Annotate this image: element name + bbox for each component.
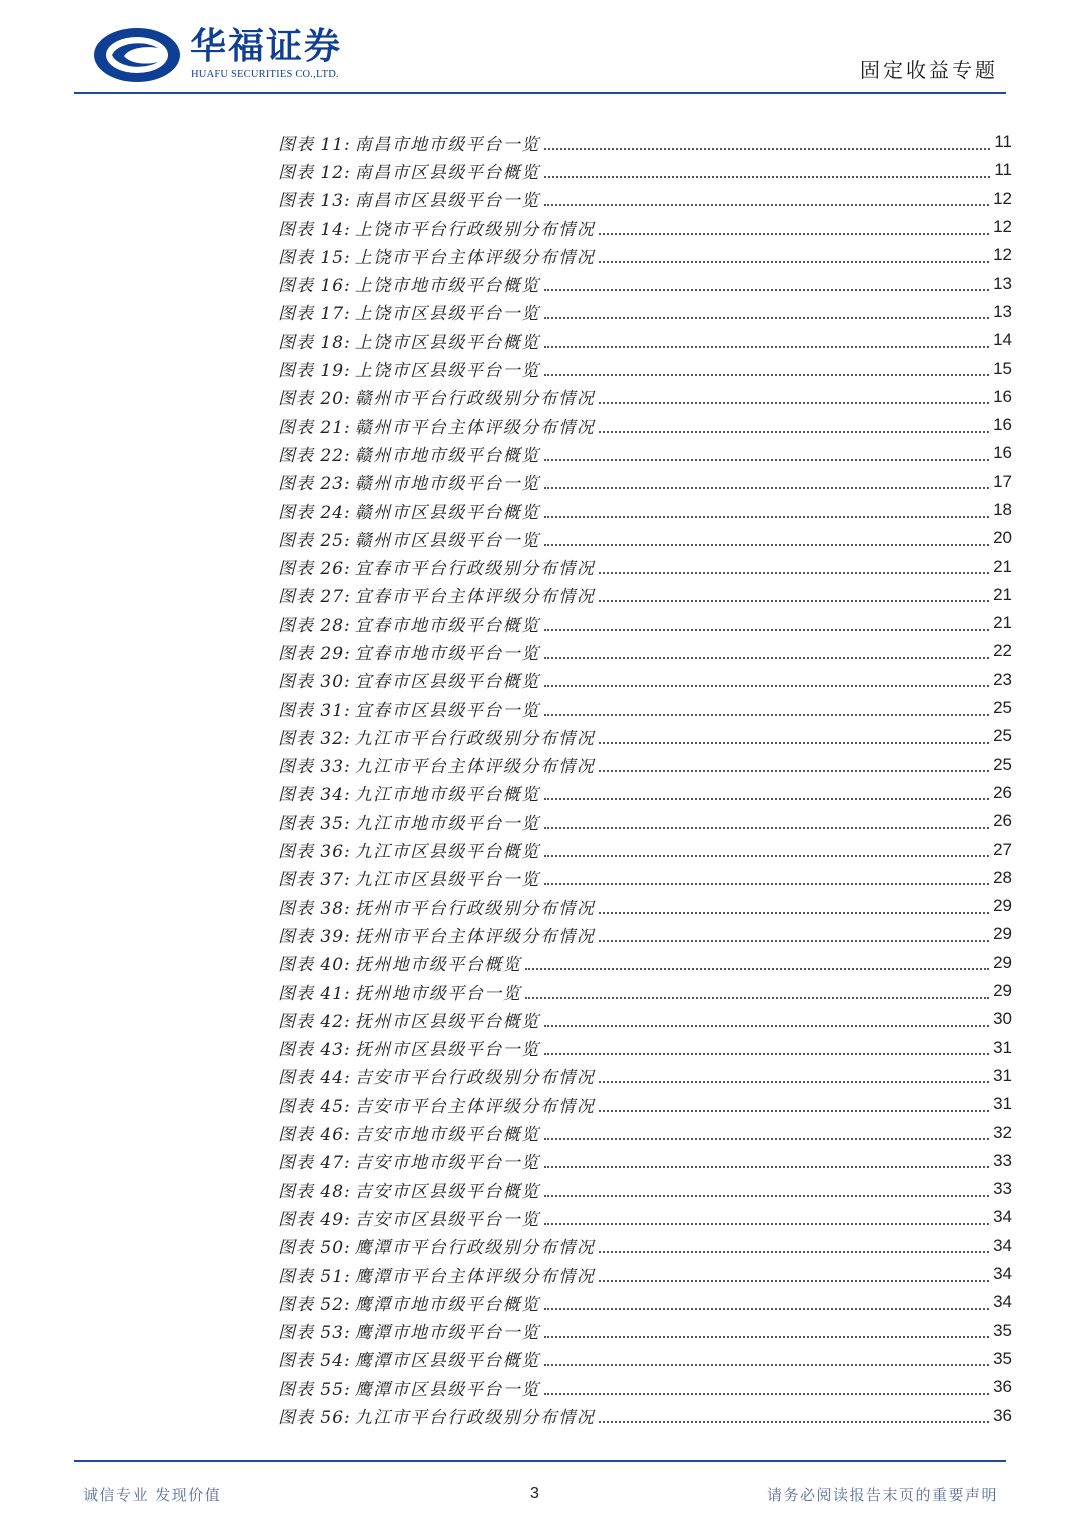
toc-entry-label: 图表 47: — [278, 1153, 351, 1174]
toc-dot-leader — [544, 515, 989, 518]
toc-dot-leader — [599, 1250, 989, 1253]
toc-entry[interactable] — [278, 411, 1012, 439]
toc-entry[interactable] — [278, 269, 1012, 297]
toc-dot-leader — [544, 458, 989, 461]
toc-entry[interactable] — [278, 1175, 1012, 1203]
toc-entry[interactable] — [278, 864, 1012, 892]
toc-dot-leader — [544, 1194, 989, 1197]
toc-entry-page: 36 — [993, 1405, 1012, 1425]
toc-entry-title: 九江市地市级平台一览 — [354, 813, 540, 834]
toc-entry[interactable] — [278, 1062, 1012, 1090]
toc-dot-leader — [599, 430, 989, 433]
toc-entry-page: 34 — [993, 1235, 1012, 1255]
toc-dot-leader — [599, 769, 989, 772]
toc-entry[interactable] — [278, 1034, 1012, 1062]
toc-entry[interactable] — [278, 128, 1012, 156]
toc-entry[interactable] — [278, 835, 1012, 863]
toc-dot-leader — [544, 1307, 989, 1310]
toc-entry-label: 图表 29: — [278, 643, 351, 664]
toc-entry-label: 图表 22: — [278, 445, 351, 466]
footer-slogan: 诚信专业 发现价值 — [83, 1486, 222, 1504]
toc-entry-page: 18 — [993, 500, 1012, 519]
toc-entry-title: 宜春市区县级平台概览 — [354, 672, 540, 693]
toc-dot-leader — [544, 345, 989, 348]
toc-entry-page: 25 — [993, 698, 1012, 718]
toc-entry-title: 赣州市区县级平台概览 — [354, 502, 540, 523]
toc-dot-leader — [544, 316, 989, 319]
toc-entry[interactable] — [278, 156, 1012, 184]
toc-entry[interactable] — [278, 1316, 1012, 1344]
toc-entry-title: 上饶市区县级平台概览 — [354, 332, 540, 353]
toc-entry-label: 图表 26: — [278, 559, 351, 580]
toc-entry-page: 23 — [993, 669, 1012, 689]
toc-entry[interactable] — [278, 1118, 1012, 1146]
toc-entry[interactable] — [278, 1373, 1012, 1401]
toc-entry-title: 吉安市平台主体评级分布情况 — [354, 1096, 596, 1117]
toc-entry[interactable] — [278, 1005, 1012, 1033]
toc-entry-label: 图表 31: — [278, 700, 351, 721]
toc-entry-label: 图表 27: — [278, 587, 351, 608]
toc-entry-label: 图表 45: — [278, 1096, 351, 1117]
toc-entry-title: 九江市区县级平台概览 — [354, 842, 540, 863]
toc-entry-page: 35 — [993, 1348, 1012, 1368]
header-divider — [74, 92, 1006, 94]
toc-entry-title: 鹰潭市区县级平台概览 — [354, 1351, 540, 1372]
huafu-logo-mark-icon — [92, 26, 182, 84]
toc-dot-leader — [599, 1109, 989, 1112]
toc-entry-page: 12 — [993, 217, 1012, 237]
toc-entry-title: 吉安市区县级平台概览 — [354, 1181, 540, 1202]
toc-entry-title: 宜春市区县级平台一览 — [354, 700, 540, 721]
toc-dot-leader — [599, 401, 989, 404]
toc-entry-page: 16 — [993, 415, 1012, 435]
toc-entry-page: 16 — [993, 386, 1012, 406]
logo-chinese-name: 华福证券 — [190, 25, 343, 67]
toc-dot-leader — [599, 741, 989, 744]
toc-entry[interactable] — [278, 552, 1012, 580]
toc-entry-label: 图表 39: — [278, 926, 351, 947]
toc-entry-title: 上饶市平台行政级别分布情况 — [354, 219, 596, 240]
footer-divider — [74, 1460, 1006, 1462]
page-header — [0, 0, 1080, 96]
toc-entry[interactable] — [278, 326, 1012, 354]
toc-dot-leader — [599, 911, 989, 914]
toc-entry-page: 31 — [993, 1094, 1012, 1114]
toc-dot-leader — [544, 1335, 989, 1338]
toc-entry-title: 鹰潭市区县级平台一览 — [354, 1379, 540, 1400]
toc-entry-label: 图表 35: — [278, 813, 351, 834]
toc-entry-page: 11 — [994, 160, 1012, 180]
toc-entry-label: 图表 14: — [278, 219, 351, 240]
toc-entry[interactable] — [278, 977, 1012, 1005]
toc-dot-leader — [544, 797, 989, 800]
toc-entry-label: 图表 37: — [278, 870, 351, 891]
toc-entry-label: 图表 34: — [278, 785, 351, 806]
toc-entry-label: 图表 41: — [278, 983, 351, 1004]
toc-entry-page: 30 — [993, 1009, 1012, 1029]
toc-entry-title: 赣州市平台行政级别分布情况 — [354, 389, 596, 410]
toc-entry-label: 图表 36: — [278, 842, 351, 863]
toc-entry-page: 34 — [993, 1207, 1012, 1227]
toc-entry-title: 南昌市地市级平台一览 — [354, 134, 540, 155]
toc-entry-title: 九江市平台主体评级分布情况 — [354, 757, 596, 778]
toc-entry-title: 宜春市平台主体评级分布情况 — [354, 587, 596, 608]
toc-entry-page: 27 — [993, 839, 1012, 859]
toc-entry-label: 图表 55: — [278, 1379, 351, 1400]
toc-entry-label: 图表 17: — [278, 304, 351, 325]
footer-disclaimer-note: 请务必阅读报告末页的重要声明 — [766, 1486, 998, 1504]
toc-entry-title: 抚州地市级平台一览 — [354, 983, 522, 1004]
toc-entry-label: 图表 11: — [278, 134, 351, 155]
toc-entry[interactable] — [278, 1288, 1012, 1316]
toc-dot-leader — [544, 1363, 989, 1366]
toc-entry-title: 赣州市区县级平台一览 — [354, 530, 540, 551]
toc-entry-label: 图表 49: — [278, 1209, 351, 1230]
toc-entry[interactable] — [278, 383, 1012, 411]
huafu-logo — [92, 22, 372, 86]
logo-english-name: HUAFU SECURITIES CO.,LTD. — [191, 69, 339, 80]
toc-entry-title: 九江市平台行政级别分布情况 — [354, 728, 596, 749]
toc-dot-leader — [599, 1420, 989, 1423]
toc-entry-title: 抚州市区县级平台概览 — [354, 1011, 540, 1032]
toc-dot-leader — [525, 996, 989, 999]
toc-dot-leader — [544, 147, 991, 150]
toc-entry-title: 赣州市地市级平台一览 — [354, 474, 540, 495]
toc-entry-label: 图表 19: — [278, 361, 351, 382]
toc-dot-leader — [544, 486, 989, 489]
toc-entry-page: 21 — [993, 584, 1012, 604]
toc-entry-label: 图表 33: — [278, 757, 351, 778]
toc-entry[interactable] — [278, 1232, 1012, 1260]
toc-entry-page: 26 — [993, 782, 1012, 802]
toc-dot-leader — [599, 1080, 989, 1083]
toc-entry-page: 21 — [993, 556, 1012, 576]
report-category-title: 固定收益专题 — [860, 58, 998, 82]
toc-entry-page: 36 — [993, 1377, 1012, 1397]
toc-entry-title: 宜春市地市级平台一览 — [354, 643, 540, 664]
toc-entry[interactable] — [278, 609, 1012, 637]
toc-entry[interactable] — [278, 722, 1012, 750]
toc-entry-title: 抚州市区县级平台一览 — [354, 1040, 540, 1061]
toc-entry[interactable] — [278, 298, 1012, 326]
toc-entry[interactable] — [278, 1147, 1012, 1175]
toc-entry-page: 13 — [993, 273, 1012, 293]
toc-entry-title: 吉安市区县级平台一览 — [354, 1209, 540, 1230]
toc-entry-page: 33 — [993, 1179, 1012, 1199]
toc-entry-title: 鹰潭市地市级平台一览 — [354, 1323, 540, 1344]
toc-dot-leader — [544, 1024, 989, 1027]
toc-entry-title: 九江市区县级平台一览 — [354, 870, 540, 891]
toc-entry-page: 20 — [993, 528, 1012, 548]
toc-entry-page: 25 — [993, 754, 1012, 774]
toc-entry[interactable] — [278, 213, 1012, 241]
toc-entry-label: 图表 12: — [278, 162, 351, 183]
toc-entry-page: 17 — [993, 471, 1012, 491]
toc-dot-leader — [599, 232, 989, 235]
toc-entry-label: 图表 32: — [278, 728, 351, 749]
toc-entry[interactable] — [278, 637, 1012, 665]
toc-entry-title: 吉安市平台行政级别分布情况 — [354, 1068, 596, 1089]
toc-dot-leader — [544, 1137, 989, 1140]
toc-entry-title: 抚州地市级平台概览 — [354, 955, 522, 976]
toc-entry-title: 南昌市区县级平台一览 — [354, 191, 540, 212]
toc-entry-label: 图表 38: — [278, 898, 351, 919]
toc-entry[interactable] — [278, 581, 1012, 609]
toc-dot-leader — [544, 288, 989, 291]
toc-entry[interactable] — [278, 241, 1012, 269]
toc-dot-leader — [599, 571, 989, 574]
toc-dot-leader — [544, 203, 989, 206]
toc-entry-title: 上饶市区县级平台一览 — [354, 361, 540, 382]
toc-dot-leader — [544, 1392, 989, 1395]
toc-entry-page: 11 — [994, 132, 1012, 152]
toc-entry-label: 图表 18: — [278, 332, 351, 353]
toc-dot-leader — [544, 713, 989, 716]
toc-entry[interactable] — [278, 439, 1012, 467]
toc-dot-leader — [544, 826, 989, 829]
toc-entry-page: 13 — [993, 301, 1012, 321]
toc-entry-page: 12 — [993, 188, 1012, 208]
toc-entry[interactable] — [278, 949, 1012, 977]
toc-dot-leader — [599, 260, 989, 263]
toc-dot-leader — [544, 1165, 989, 1168]
toc-entry-page: 31 — [993, 1037, 1012, 1057]
toc-entry[interactable] — [278, 779, 1012, 807]
toc-entry-page: 12 — [993, 245, 1012, 265]
toc-dot-leader — [544, 1052, 989, 1055]
toc-entry-title: 上饶市地市级平台概览 — [354, 276, 540, 297]
toc-entry-title: 宜春市平台行政级别分布情况 — [354, 559, 596, 580]
toc-entry-title: 吉安市地市级平台概览 — [354, 1125, 540, 1146]
toc-entry[interactable] — [278, 751, 1012, 779]
toc-entry-page: 34 — [993, 1264, 1012, 1284]
toc-dot-leader — [544, 882, 989, 885]
toc-entry[interactable] — [278, 920, 1012, 948]
toc-entry-label: 图表 23: — [278, 474, 351, 495]
toc-dot-leader — [544, 175, 991, 178]
toc-entry-label: 图表 52: — [278, 1294, 351, 1315]
toc-entry-page: 29 — [993, 952, 1012, 972]
toc-entry-label: 图表 48: — [278, 1181, 351, 1202]
toc-entry[interactable] — [278, 1401, 1012, 1429]
toc-entry[interactable] — [278, 666, 1012, 694]
toc-dot-leader — [544, 543, 989, 546]
toc-entry-label: 图表 24: — [278, 502, 351, 523]
toc-entry-page: 26 — [993, 811, 1012, 831]
toc-entry-page: 22 — [993, 641, 1012, 661]
toc-entry-label: 图表 25: — [278, 530, 351, 551]
toc-entry-label: 图表 43: — [278, 1040, 351, 1061]
toc-entry-label: 图表 51: — [278, 1266, 351, 1287]
toc-entry-label: 图表 54: — [278, 1351, 351, 1372]
toc-dot-leader — [599, 599, 989, 602]
toc-entry-title: 抚州市平台行政级别分布情况 — [354, 898, 596, 919]
toc-entry-label: 图表 53: — [278, 1323, 351, 1344]
toc-entry-label: 图表 20: — [278, 389, 351, 410]
toc-entry-label: 图表 46: — [278, 1125, 351, 1146]
toc-entry-page: 29 — [993, 896, 1012, 916]
toc-entry[interactable] — [278, 1203, 1012, 1231]
toc-entry-title: 宜春市地市级平台概览 — [354, 615, 540, 636]
toc-entry-label: 图表 50: — [278, 1238, 351, 1259]
toc-dot-leader — [599, 1279, 989, 1282]
toc-entry-page: 33 — [993, 1150, 1012, 1170]
toc-entry-page: 29 — [993, 924, 1012, 944]
toc-entry-label: 图表 16: — [278, 276, 351, 297]
toc-entry-title: 鹰潭市平台行政级别分布情况 — [354, 1238, 596, 1259]
toc-dot-leader — [544, 656, 989, 659]
toc-entry[interactable] — [278, 694, 1012, 722]
toc-dot-leader — [544, 1222, 989, 1225]
toc-entry-page: 34 — [993, 1292, 1012, 1312]
toc-dot-leader — [544, 684, 989, 687]
toc-entry-page: 16 — [993, 443, 1012, 463]
toc-entry[interactable] — [278, 892, 1012, 920]
toc-entry[interactable] — [278, 468, 1012, 496]
toc-entry-title: 南昌市区县级平台概览 — [354, 162, 540, 183]
toc-entry-label: 图表 44: — [278, 1068, 351, 1089]
toc-entry-label: 图表 40: — [278, 955, 351, 976]
toc-entry-title: 上饶市平台主体评级分布情况 — [354, 247, 596, 268]
toc-dot-leader — [544, 628, 989, 631]
toc-entry-page: 14 — [993, 330, 1012, 350]
toc-dot-leader — [544, 373, 989, 376]
toc-entry[interactable] — [278, 496, 1012, 524]
toc-dot-leader — [525, 967, 989, 970]
toc-entry-page: 21 — [993, 613, 1012, 633]
toc-entry-page: 31 — [993, 1065, 1012, 1085]
toc-entry-label: 图表 15: — [278, 247, 351, 268]
page-number: 3 — [530, 1485, 539, 1502]
toc-entry-title: 鹰潭市地市级平台概览 — [354, 1294, 540, 1315]
toc-entry-label: 图表 42: — [278, 1011, 351, 1032]
toc-entry-title: 九江市平台行政级别分布情况 — [354, 1408, 596, 1428]
toc-entry-title: 鹰潭市平台主体评级分布情况 — [354, 1266, 596, 1287]
toc-entry[interactable] — [278, 1345, 1012, 1373]
toc-entry-title: 吉安市地市级平台一览 — [354, 1153, 540, 1174]
toc-entry-page: 32 — [993, 1122, 1012, 1142]
toc-dot-leader — [544, 854, 989, 857]
toc-entry-label: 图表 28: — [278, 615, 351, 636]
toc-entry[interactable] — [278, 1090, 1012, 1118]
toc-entry-label: 图表 56: — [278, 1408, 351, 1428]
toc-entry-title: 上饶市区县级平台一览 — [354, 304, 540, 325]
toc-entry-page: 25 — [993, 726, 1012, 746]
toc-entry-page: 28 — [993, 867, 1012, 887]
figure-index-list — [278, 128, 1012, 1430]
toc-dot-leader — [599, 939, 989, 942]
toc-entry-label: 图表 30: — [278, 672, 351, 693]
toc-entry[interactable] — [278, 1260, 1012, 1288]
toc-entry-page: 35 — [993, 1320, 1012, 1340]
toc-entry[interactable] — [278, 524, 1012, 552]
toc-entry-title: 赣州市平台主体评级分布情况 — [354, 417, 596, 438]
toc-entry-title: 赣州市地市级平台概览 — [354, 445, 540, 466]
toc-entry-page: 29 — [993, 981, 1012, 1001]
toc-entry-title: 九江市地市级平台概览 — [354, 785, 540, 806]
toc-entry[interactable] — [278, 185, 1012, 213]
toc-entry-page: 15 — [993, 358, 1012, 378]
toc-entry-label: 图表 21: — [278, 417, 351, 438]
toc-entry-label: 图表 13: — [278, 191, 351, 212]
toc-entry-title: 抚州市平台主体评级分布情况 — [354, 926, 596, 947]
toc-entry[interactable] — [278, 807, 1012, 835]
toc-entry[interactable] — [278, 354, 1012, 382]
